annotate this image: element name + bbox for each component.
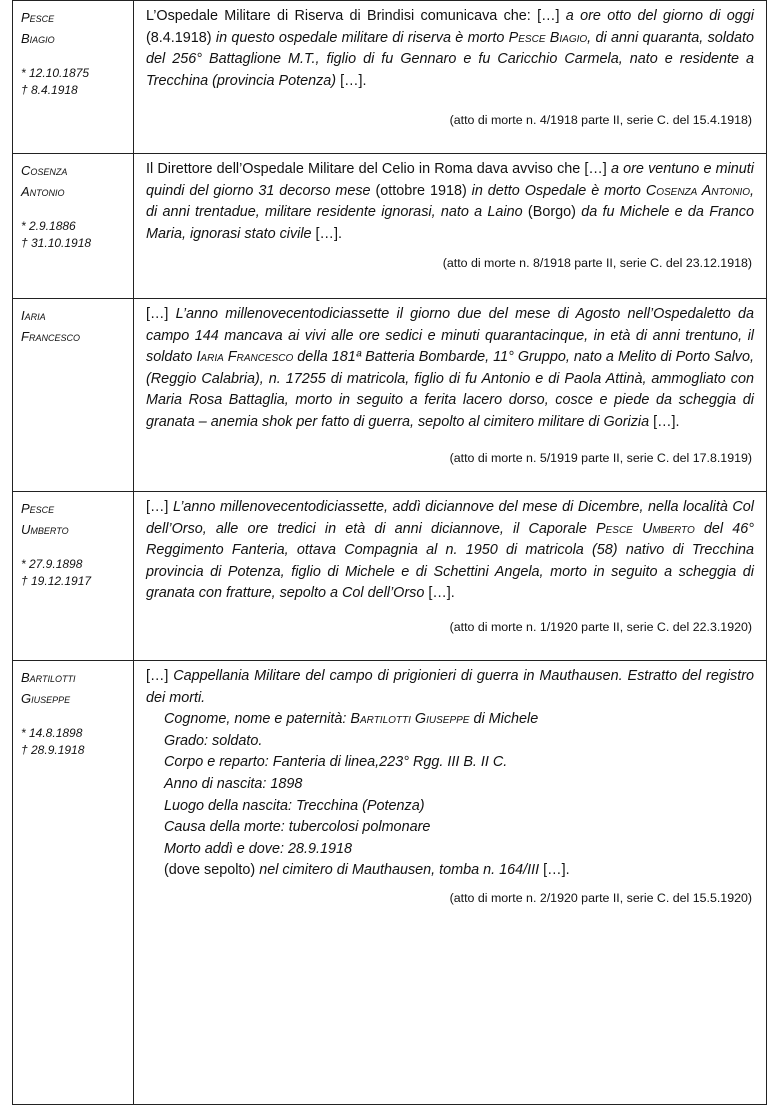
death-date: † 19.12.1917 xyxy=(21,574,92,588)
given-name: Biagio xyxy=(21,31,55,46)
birth-date: * 27.9.1898 xyxy=(21,557,83,571)
death-act-reference: (atto di morte n. 2/1920 parte II, serie C. del 15.5.1920) xyxy=(449,891,752,905)
surname: Iaria xyxy=(21,308,46,323)
table-row xyxy=(13,492,767,661)
birth-date: * 14.8.1898 xyxy=(21,726,83,740)
name-cell xyxy=(13,661,134,1105)
death-act-reference: (atto di morte n. 1/1920 parte II, serie C. del 22.3.1920) xyxy=(449,620,752,634)
death-act-reference: (atto di morte n. 5/1919 parte II, serie C. del 17.8.1919) xyxy=(449,451,752,465)
table-row xyxy=(13,154,767,299)
given-name: Giuseppe xyxy=(21,691,71,706)
given-name: Umberto xyxy=(21,522,69,537)
death-act-reference: (atto di morte n. 4/1918 parte II, serie C. del 15.4.1918) xyxy=(449,113,752,127)
list-item: Cognome, nome e paternità: Bartilotti Giuseppe di Michele xyxy=(164,711,539,728)
record-paragraph: […] L’anno millenovecentodiciassette, addì diciannove del mese di Dicembre, nella località Col dell’Orso, alle ore tredici in età di anni diciannove, il Caporale Pesce Umberto del 46° Reggimento Fanteria, ottava Compagnia al n. 1950 di matricola (58) nativo di Trecchina provincia di Potenza, figlio di Michele e di Schettini Angela, morto in seguito a scheggia di granata con fratture, sepolto a Col dell’Orso […]. xyxy=(146,499,755,602)
death-register-extract xyxy=(164,709,754,882)
list-item: Causa della morte: tubercolosi polmonare xyxy=(164,819,431,836)
record-paragraph: L’Ospedale Militare di Riserva di Brindisi comunicava che: […] a ore otto del giorno di oggi (8.4.1918) in questo ospedale militare di riserva è morto Pesce Biagio, di anni quaranta, soldato del 256° Battaglione M.T., figlio di fu Gennaro e fu Caricchio Carmela, nato e residente a Trecchina (provincia Potenza) […]. xyxy=(146,8,754,89)
list-item: Morto addì e dove: 28.9.1918 xyxy=(164,840,353,857)
birth-date: * 2.9.1886 xyxy=(21,219,76,233)
given-name: Francesco xyxy=(21,329,80,344)
list-item: Anno di nascita: 1898 xyxy=(164,775,303,792)
record-text-cell xyxy=(134,1,767,154)
name-cell xyxy=(13,299,134,492)
death-date: † 28.9.1918 xyxy=(21,743,85,757)
name-cell xyxy=(13,154,134,299)
list-item: Corpo e reparto: Fanteria di linea,223° Rgg. III B. II C. xyxy=(164,754,508,771)
death-date: † 8.4.1918 xyxy=(21,83,78,97)
record-text-cell xyxy=(134,154,767,299)
record-text-cell xyxy=(134,299,767,492)
death-records-table xyxy=(12,0,767,1105)
death-act-reference: (atto di morte n. 8/1918 parte II, serie C. del 23.12.1918) xyxy=(442,256,752,270)
death-date: † 31.10.1918 xyxy=(21,236,92,250)
table-row xyxy=(13,661,767,1105)
name-cell xyxy=(13,1,134,154)
record-paragraph: […] Cappellania Militare del campo di prigionieri di guerra in Mauthausen. Estratto del registro dei morti. xyxy=(146,668,755,706)
table-row xyxy=(13,1,767,154)
surname: Pesce xyxy=(21,501,55,516)
record-paragraph: […] L’anno millenovecentodiciassette il giorno due del mese di Agosto nell’Ospedaletto da campo 144 mancava ai vivi alle ore sedici e minuti quarantacinque, in età di anni trentuno, il soldato Iaria Francesco della 181ª Batteria Bombarde, 11° Gruppo, nato a Melito di Porto Salvo, (Reggio Calabria), n. 17255 di matricola, figlio di fu Antonio e di Paola Attinà, ammogliato con Maria Rosa Battaglia, morto in seguito a ferita lacero dorso, cosce e piede da scheggia di granata – anemia shok per fatto di guerra, sepolto al cimitero militare di Gorizia […]. xyxy=(146,306,755,430)
surname: Pesce xyxy=(21,10,55,25)
list-item: (dove sepolto) nel cimitero di Mauthausen, tomba n. 164/III […]. xyxy=(164,862,570,879)
birth-date: * 12.10.1875 xyxy=(21,66,90,80)
name-cell xyxy=(13,492,134,661)
list-item: Grado: soldato. xyxy=(164,732,263,749)
list-item: Luogo della nascita: Trecchina (Potenza) xyxy=(164,797,425,814)
surname: Bartilotti xyxy=(21,670,76,685)
given-name: Antonio xyxy=(21,184,65,199)
surname: Cosenza xyxy=(21,163,68,178)
record-paragraph: Il Direttore dell’Ospedale Militare del Celio in Roma dava avviso che […] a ore ventuno e minuti quindi del giorno 31 decorso mese (ottobre 1918) in detto Ospedale è morto Cosenza Antonio, di anni trentadue, militare residente ignorasi, nato a Laino (Borgo) da fu Michele e da Franco Maria, ignorasi stato civile […]. xyxy=(146,161,754,242)
record-text-cell xyxy=(134,492,767,661)
record-text-cell xyxy=(134,661,767,1105)
table-row xyxy=(13,299,767,492)
